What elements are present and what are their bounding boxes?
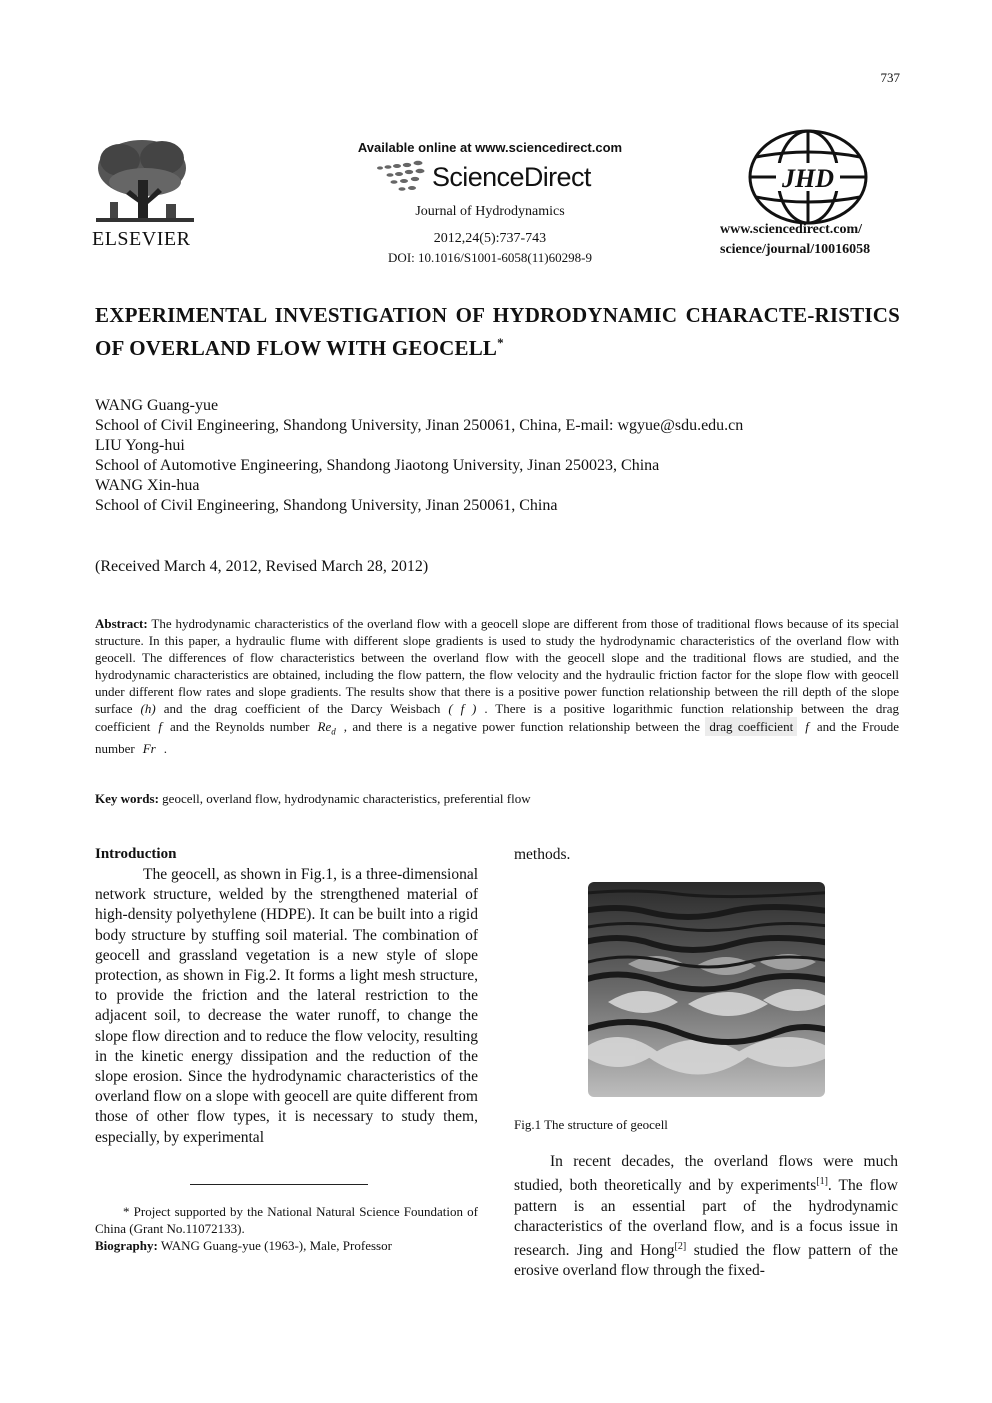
paper-title-text: EXPERIMENTAL INVESTIGATION OF HYDRODYNAMIC CHARACTE-RISTICS OF OVERLAND FLOW WITH GEOCELL [95, 303, 900, 360]
geocell-photo [588, 882, 825, 1097]
keywords-label: Key words: [95, 791, 159, 806]
math-symbol: $Re_d$ [317, 718, 336, 737]
jhd-url-line1: www.sciencedirect.com/ [720, 222, 863, 237]
citation-ref[interactable]: [2] [674, 1240, 687, 1252]
math-symbol: ( f ) [448, 701, 477, 717]
jhd-globe-logo [746, 127, 870, 227]
author-name: WANG Guang-yue [95, 397, 219, 414]
footnote-divider [190, 1184, 368, 1185]
abstract-text: , and there is a negative power function relationship between the [343, 718, 701, 734]
highlighted-text: drag coefficient [705, 717, 797, 736]
paper-title [95, 302, 900, 362]
math-symbol: (h) [140, 701, 156, 717]
paragraph: The geocell, as shown in Fig.1, is a three-dimensional network structure, welded by the strengthened material of high-density polyethylene (HDPE). It can be built into a rigid body structure by stuffing soil material. The combination of geocell and grassland vegetation is a new style of slope protection, as shown in Fig.2. It forms a light mesh structure, to provide the friction and the lateral restriction to the adjacent soil, to decrease the water runoff, to change the slope flow direction and to reduce the flow velocity, resulting in the kinetic energy dissipation and the reduction of the slope erosion. Since the hydrodynamic characteristics of the overland flow on a slope with geocell are quite different from those of other flow types, it is necessary to study them, especially, by experimental [95, 866, 478, 1146]
project-footnote: * Project supported by the National Natural Science Foundation of China (Grant No.11072133). [95, 1204, 478, 1236]
keywords [95, 791, 531, 807]
paragraph-continuation: methods. [514, 846, 571, 863]
citation-ref[interactable]: [1] [816, 1176, 828, 1188]
abstract-text: The hydrodynamic characteristics of the overland flow with a geocell slope are different from those of traditional flows because of its special structure. In this paper, a hydraulic flume with different slope gradients is used to study the hydrodynamic characteristics of the overland flow with geocell. The differences of flow characteristics between the overland flow with the geocell slope and the traditional flows are studied, and the hydrodynamic characteristics are obtained, including the flow pattern, the flow velocity and the hydraulic friction factor for the slope flow with geocell under different flow rates and slope gradients. The results show that there is a positive power function relationship between the rill depth of the slope surface [95, 616, 899, 717]
page-number: 737 [880, 70, 900, 85]
title-footnote-marker: * [497, 335, 504, 350]
author-affiliation: School of Civil Engineering, Shandong University, Jinan 250061, China [95, 497, 558, 514]
jhd-url-line2: science/journal/10016058 [720, 242, 871, 257]
introduction-body [95, 865, 478, 1148]
figure-caption: Fig.1 The structure of geocell [514, 1117, 668, 1132]
journal-name: Journal of Hydrodynamics [415, 204, 565, 219]
abstract-text: . [163, 741, 167, 757]
doi: DOI: 10.1016/S1001-6058(11)60298-9 [388, 250, 592, 265]
math-symbol: Fr [142, 741, 156, 757]
keywords-text: geocell, overland flow, hydrodynamic characteristics, preferential flow [162, 791, 531, 806]
sciencedirect-dots-icon [376, 160, 434, 196]
citation: 2012,24(5):737-743 [433, 231, 547, 246]
math-symbol: f [158, 718, 162, 734]
abstract-text: . There is a positive logarithmic function relationship between the drag coefficient [95, 701, 899, 734]
abstract-text: and the drag coefficient of the Darcy Weisbach [163, 701, 441, 717]
author-affiliation: School of Automotive Engineering, Shandong Jiaotong University, Jinan 250023, China [95, 457, 660, 474]
column2-body [514, 1152, 898, 1282]
jhd-logo-text: JHD [782, 164, 834, 193]
elsevier-wordmark: ELSEVIER [92, 228, 191, 250]
biography [95, 1238, 392, 1254]
abstract-label: Abstract: [95, 616, 148, 631]
received-dates: (Received March 4, 2012, Revised March 28, 2012) [95, 558, 429, 575]
available-online-text: Available online at www.sciencedirect.com [357, 140, 623, 155]
biography-label: Biography: [95, 1238, 158, 1253]
math-symbol: f [805, 718, 809, 734]
author-name: LIU Yong-hui [95, 437, 185, 454]
sciencedirect-brand: ScienceDirect [432, 162, 591, 192]
author-affiliation: School of Civil Engineering, Shandong University, Jinan 250061, China, E-mail: wgyue@sdu.edu.cn [95, 417, 744, 434]
abstract-text: and the Froude number [95, 718, 900, 757]
biography-text: WANG Guang-yue (1963-), Male, Professor [160, 1238, 392, 1253]
abstract [95, 615, 899, 757]
abstract-text: and the Reynolds number [169, 718, 310, 734]
section-heading: Introduction [95, 846, 177, 862]
author-name: WANG Xin-hua [95, 477, 200, 494]
footnote [95, 1203, 478, 1237]
paragraph: In recent decades, the overland flows were much studied, both theoretically and by experiments[1]. The flow pattern is an essential part of the hydrodynamic characteristics of the overland flow, and is a focus issue in research. Jing and Hong[2] studied the flow pattern of the erosive overland flow through the fixed- [514, 1153, 898, 1280]
